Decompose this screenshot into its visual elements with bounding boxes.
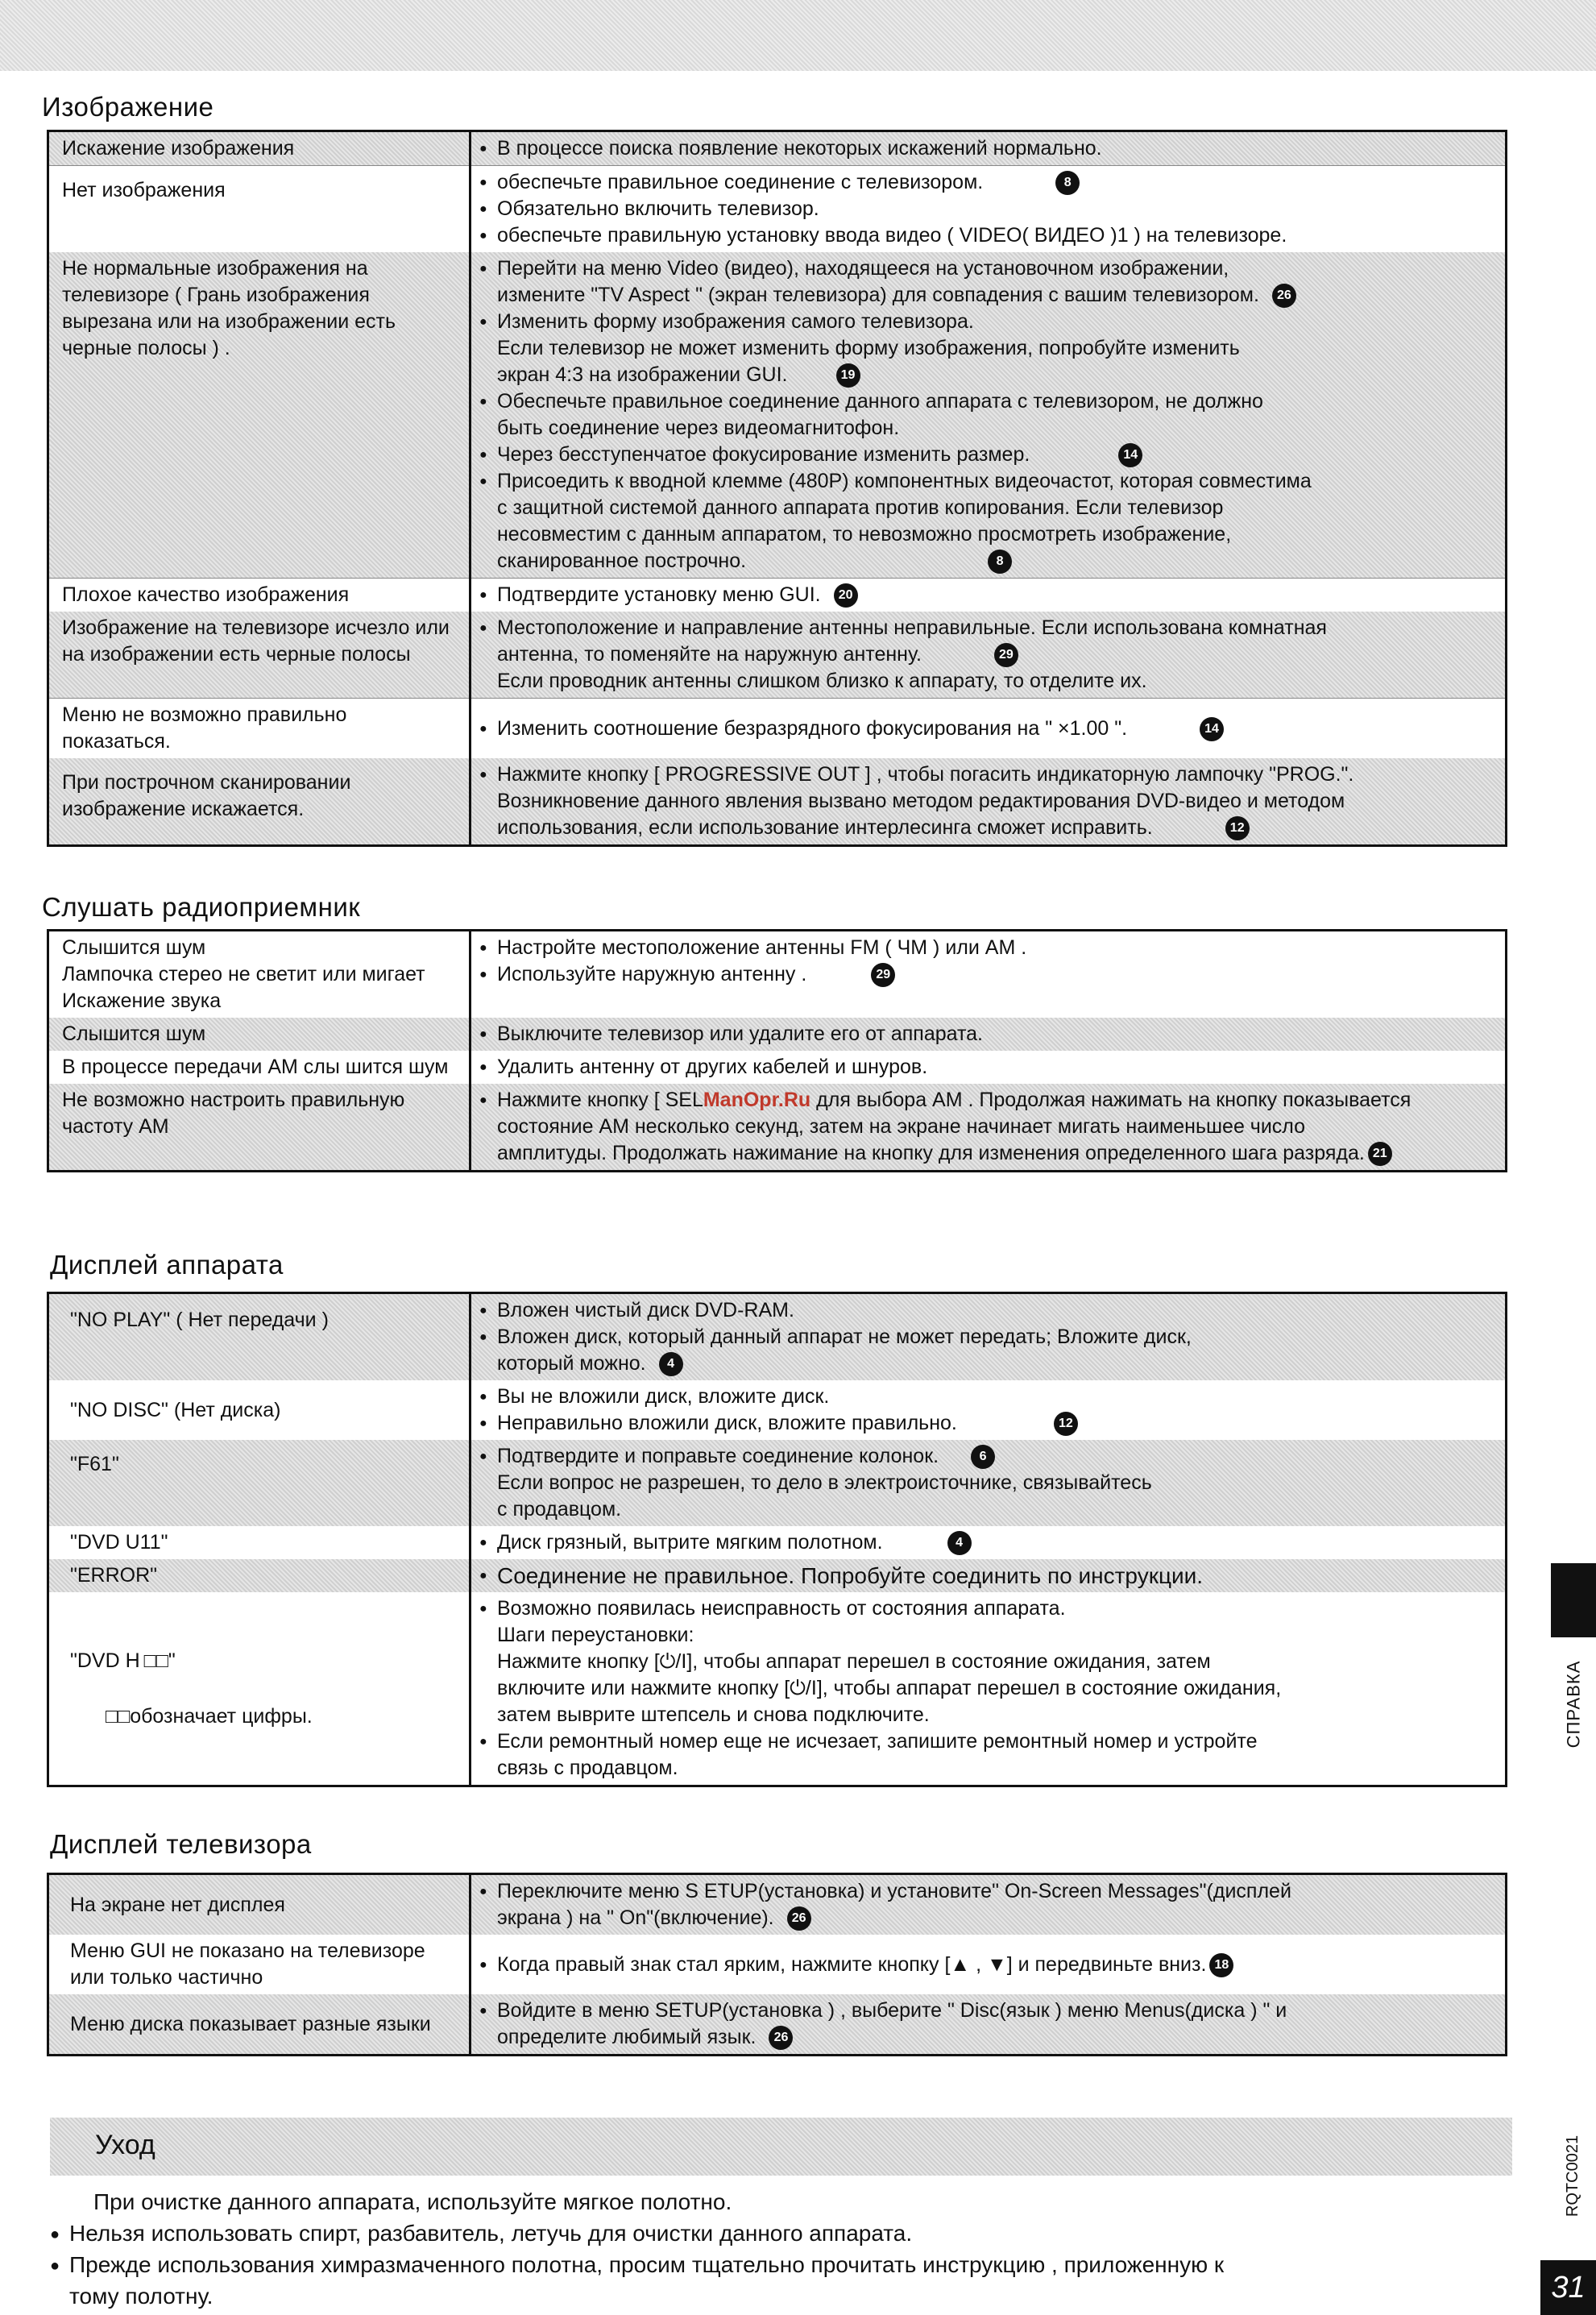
table-row xyxy=(48,1293,1507,1381)
problem-label: На экране нет дисплея xyxy=(48,1874,471,1935)
solution-item-cont: использования, если использование интерлесинга сможет исправить. 12 xyxy=(479,815,1495,841)
problem-label: Не возможно настроить правильную частоту AM xyxy=(48,1084,471,1172)
section-title-unit-display: Дисплей аппарата xyxy=(50,1250,284,1280)
section-tab-label: СПРАВКА xyxy=(1563,1660,1583,1749)
solution-item: ● обеспечьте правильную установку ввода видео ( VIDEO( ВИДЕО )1 ) на телевизоре. xyxy=(479,222,1495,249)
solution-cell xyxy=(471,1935,1507,1994)
care-header-band xyxy=(50,2118,1512,2176)
tv-display-table xyxy=(47,1873,1507,2056)
problem-label: Слышится шум xyxy=(48,1018,471,1051)
picture-table xyxy=(47,130,1507,847)
solution-cell xyxy=(471,131,1507,166)
problem-label: Меню GUI не показано на телевизоре или только частично xyxy=(48,1935,471,1994)
page-ref-badge: 12 xyxy=(1054,1412,1078,1436)
table-row xyxy=(48,166,1507,253)
section-tab-marker xyxy=(1551,1563,1596,1637)
table-row xyxy=(48,758,1507,846)
solution-item: ● Нажмите кнопку [ SELManOpr.Ru для выбора AM . Продолжая нажимать на кнопку показывается xyxy=(479,1087,1495,1114)
page-ref-badge: 4 xyxy=(659,1352,683,1376)
problem-label: Нет изображения xyxy=(48,166,471,253)
solution-item-cont: измените "TV Aspect " (экран телевизора) для совпадения с вашим телевизором. 26 xyxy=(479,282,1495,309)
solution-item: ● Выключите телевизор или удалите его от аппарата. xyxy=(479,1021,1495,1048)
solution-item: ● Обязательно включить телевизор. xyxy=(479,196,1495,222)
solution-cell xyxy=(471,1559,1507,1592)
problem-label: В процессе передачи AM слы шится шум xyxy=(48,1051,471,1084)
care-bullet: ● Прежде использования химразмаченного полотна, просим тщательно прочитать инструкцию , приложенную к xyxy=(50,2249,1516,2280)
solution-item: ● Присоедить к вводной клемме (480P) компонентных видеочастот, которая совместима xyxy=(479,468,1495,495)
solution-item-cont: с защитной системой данного аппарата против копирования. Если телевизор xyxy=(497,496,1224,519)
solution-item: ● Вложен чистый диск DVD-RAM. xyxy=(479,1297,1495,1324)
problem-label: "F61" xyxy=(48,1440,471,1526)
solution-cell xyxy=(471,1994,1507,2056)
page-ref-badge: 8 xyxy=(1055,171,1080,195)
page-ref-badge: 20 xyxy=(834,583,858,608)
solution-item: ● Войдите в меню SETUP(установка ) , выберите " Disc(язык ) меню Menus(диска ) " и xyxy=(479,1998,1495,2024)
table-row xyxy=(48,1994,1507,2056)
radio-table xyxy=(47,929,1507,1172)
solution-item: ● Местоположение и направление антенны неправильные. Если использована комнатная xyxy=(479,615,1495,641)
problem-label: "DVD H □□" xyxy=(70,1649,176,1672)
problem-label: Плохое качество изображения xyxy=(48,579,471,612)
solution-item: ● Когда правый знак стал ярким, нажмите кнопку [▲ , ▼] и передвиньте вниз. 18 xyxy=(479,1952,1495,1978)
solution-item: ● Обеспечьте правильное соединение данного аппарата с телевизором, не должно xyxy=(479,388,1495,415)
solution-item-cont: состояние AM несколько секунд, затем на экране начинает мигать наименьшее число xyxy=(497,1115,1306,1138)
solution-item: ● Настройте местоположение антенны FM ( ЧМ ) или AM . xyxy=(479,935,1495,961)
solution-item: ● Переключите меню S ETUP(установка) и установите" On-Screen Messages"(дисплей xyxy=(479,1878,1495,1905)
table-row xyxy=(48,1874,1507,1935)
care-title: Уход xyxy=(95,2130,155,2160)
solution-item-cont: экрана ) на " On"(включение). 26 xyxy=(479,1905,1495,1931)
page-ref-badge: 19 xyxy=(836,363,860,388)
table-row xyxy=(48,1526,1507,1559)
problem-label: "NO DISC" (Нет диска) xyxy=(48,1380,471,1440)
solution-item: ● Подтвердите установку меню GUI. 20 xyxy=(479,582,1495,608)
solution-cell xyxy=(471,699,1507,759)
solution-item-cont: определите любимый язык. 26 xyxy=(479,2024,1495,2051)
problem-label: Меню диска показывает разные языки xyxy=(48,1994,471,2056)
solution-item-cont: с продавцом. xyxy=(497,1498,622,1521)
page-ref-badge: 29 xyxy=(871,963,895,987)
solution-item-cont: который можно. 4 xyxy=(479,1350,1495,1377)
page-ref-badge: 26 xyxy=(769,2026,793,2050)
problem-label: "ERROR" xyxy=(48,1559,471,1592)
problem-label: Слышится шум Лампочка стерео не светит или мигает Искажение звука xyxy=(48,931,471,1019)
solution-cell xyxy=(471,1440,1507,1526)
solution-item: ● Перейти на меню Video (видео), находящееся на установочном изображении, xyxy=(479,255,1495,282)
solution-item-cont: Если вопрос не разрешен, то дело в электроисточнике, связывайтесь xyxy=(497,1471,1152,1494)
page-ref-badge: 14 xyxy=(1118,443,1142,467)
page-ref-badge: 6 xyxy=(971,1445,995,1469)
solution-item: ● Возможно появилась неисправность от состояния аппарата. xyxy=(479,1595,1495,1622)
solution-item: ● Через бесступенчатое фокусирование изменить размер. 14 xyxy=(479,442,1495,468)
table-row xyxy=(48,131,1507,166)
table-row xyxy=(48,1935,1507,1994)
solution-item: ● Нажмите кнопку [ PROGRESSIVE OUT ] , чтобы погасить индикаторную лампочку "PROG.". xyxy=(479,761,1495,788)
solution-item: ● Изменить форму изображения самого телевизора. xyxy=(479,309,1495,335)
table-row xyxy=(48,931,1507,1019)
solution-item-cont: сканированное построчно. 8 xyxy=(479,548,1495,575)
solution-item-cont: Если проводник антенны слишком близко к аппарату, то отделите их. xyxy=(497,670,1147,692)
page-ref-badge: 26 xyxy=(1272,284,1296,308)
solution-item-cont: Шаги переустановки: xyxy=(497,1624,694,1646)
section-title-tv-display: Дисплей телевизора xyxy=(50,1829,312,1859)
solution-cell xyxy=(471,758,1507,846)
solution-item: ● Подтвердите и поправьте соединение колонок. 6 xyxy=(479,1443,1495,1470)
table-row xyxy=(48,1084,1507,1172)
solution-item-cont: антенна, то поменяйте на наружную антенну. 29 xyxy=(479,641,1495,668)
problem-label: Искажение изображения xyxy=(48,131,471,166)
table-row xyxy=(48,1592,1507,1786)
problem-label: Изображение на телевизоре исчезло или на изображении есть черные полосы xyxy=(48,612,471,699)
solution-item-cont: связь с продавцом. xyxy=(497,1757,678,1779)
page-ref-badge: 4 xyxy=(947,1531,972,1555)
solution-item-cont: несовместим с данным аппаратом, то невозможно просмотреть изображение, xyxy=(497,523,1232,546)
table-row xyxy=(48,1440,1507,1526)
solution-item-cont: затем выврите штепсель и снова подключите. xyxy=(497,1703,930,1726)
solution-item: ● Используйте наружную антенну . 29 xyxy=(479,961,1495,988)
solution-item-cont: Нажмите кнопку [⏻/I], чтобы аппарат перешел в состояние ожидания, затем xyxy=(497,1650,1211,1673)
solution-cell xyxy=(471,931,1507,1019)
solution-item: ● Вы не вложили диск, вложите диск. xyxy=(479,1384,1495,1410)
solution-item-cont: Возникновение данного явления вызвано методом редактирования DVD-видео и методом xyxy=(497,790,1345,812)
solution-item-cont: амплитуды. Продолжать нажимание на кнопку для изменения определенного шага разряда. 21 xyxy=(479,1140,1495,1167)
page-ref-badge: 26 xyxy=(787,1906,811,1931)
solution-item: ● обеспечьте правильное соединение с телевизором. 8 xyxy=(479,169,1495,196)
solution-item-cont: быть соединение через видеомагнитофон. xyxy=(497,417,900,439)
problem-label: При построчном сканировании изображение искажается. xyxy=(48,758,471,846)
solution-cell xyxy=(471,579,1507,612)
solution-item: ● Вложен диск, который данный аппарат не может передать; Вложите диск, xyxy=(479,1324,1495,1350)
page-number: 31 xyxy=(1540,2260,1596,2315)
solution-cell xyxy=(471,612,1507,699)
solution-item: ● В процессе поиска появление некоторых искажений нормально. xyxy=(479,135,1495,162)
solution-cell xyxy=(471,166,1507,253)
solution-cell xyxy=(471,1592,1507,1786)
care-intro: При очистке данного аппарата, используйте мягкое полотно. xyxy=(93,2189,732,2214)
table-row xyxy=(48,699,1507,759)
page-ref-badge: 14 xyxy=(1200,717,1224,741)
unit-display-table xyxy=(47,1292,1507,1787)
table-row xyxy=(48,579,1507,612)
solution-item: ● Изменить соотношение безразрядного фокусирования на " ×1.00 ". 14 xyxy=(479,716,1495,742)
solution-cell xyxy=(471,1380,1507,1440)
section-title-radio: Слушать радиоприемник xyxy=(42,892,361,922)
problem-label: "NO PLAY" ( Нет передачи ) xyxy=(48,1293,471,1381)
table-row xyxy=(48,612,1507,699)
problem-label: Не нормальные изображения на телевизоре ( Грань изображения вырезана или на изображении есть черные полосы ) . xyxy=(48,252,471,579)
table-row xyxy=(48,1380,1507,1440)
table-row xyxy=(48,252,1507,579)
solution-cell xyxy=(471,1084,1507,1172)
solution-cell xyxy=(471,1526,1507,1559)
top-header-band xyxy=(0,0,1596,71)
document-code: RQTC0021 xyxy=(1564,2135,1582,2217)
solution-cell xyxy=(471,1874,1507,1935)
page-ref-badge: 18 xyxy=(1209,1953,1233,1977)
solution-item-cont: экран 4:3 на изображении GUI. 19 xyxy=(479,362,1495,388)
page-ref-badge: 12 xyxy=(1225,816,1250,840)
solution-cell xyxy=(471,1293,1507,1381)
section-title-picture: Изображение xyxy=(42,92,214,122)
problem-label: "DVD U11" xyxy=(48,1526,471,1559)
solution-cell xyxy=(471,1051,1507,1084)
solution-item: ● Удалить антенну от других кабелей и шнуров. xyxy=(479,1054,1495,1081)
problem-label-cell xyxy=(48,1592,471,1786)
care-text xyxy=(50,2186,1516,2312)
solution-item: ● Если ремонтный номер еще не исчезает, запишите ремонтный номер и устройте xyxy=(479,1728,1495,1755)
problem-label: Меню не возможно правильно показаться. xyxy=(48,699,471,759)
table-row xyxy=(48,1559,1507,1592)
page-ref-badge: 29 xyxy=(994,643,1018,667)
table-row xyxy=(48,1018,1507,1051)
solution-item-cont: включите или нажмите кнопку [⏻/I], чтобы аппарат перешел в состояние ожидания, xyxy=(497,1677,1282,1699)
care-bullet-cont: тому полотну. xyxy=(69,2284,213,2309)
solution-cell xyxy=(471,1018,1507,1051)
watermark-text: ManOpr.Ru xyxy=(703,1089,811,1111)
page-ref-badge: 21 xyxy=(1368,1142,1392,1166)
table-row xyxy=(48,1051,1507,1084)
solution-cell xyxy=(471,252,1507,579)
digits-note: □□обозначает цифры. xyxy=(106,1704,313,1728)
solution-item: ● Диск грязный, вытрите мягким полотном. 4 xyxy=(479,1529,1495,1556)
solution-item: ● Соединение не правильное. Попробуйте соединить по инструкции. xyxy=(479,1562,1495,1589)
page-ref-badge: 8 xyxy=(988,550,1012,574)
care-bullet: ● Нельзя использовать спирт, разбавитель, летучь для очистки данного аппарата. xyxy=(50,2218,1516,2249)
solution-item-cont: Если телевизор не может изменить форму изображения, попробуйте изменить xyxy=(497,337,1240,359)
solution-item: ● Неправильно вложили диск, вложите правильно. 12 xyxy=(479,1410,1495,1437)
